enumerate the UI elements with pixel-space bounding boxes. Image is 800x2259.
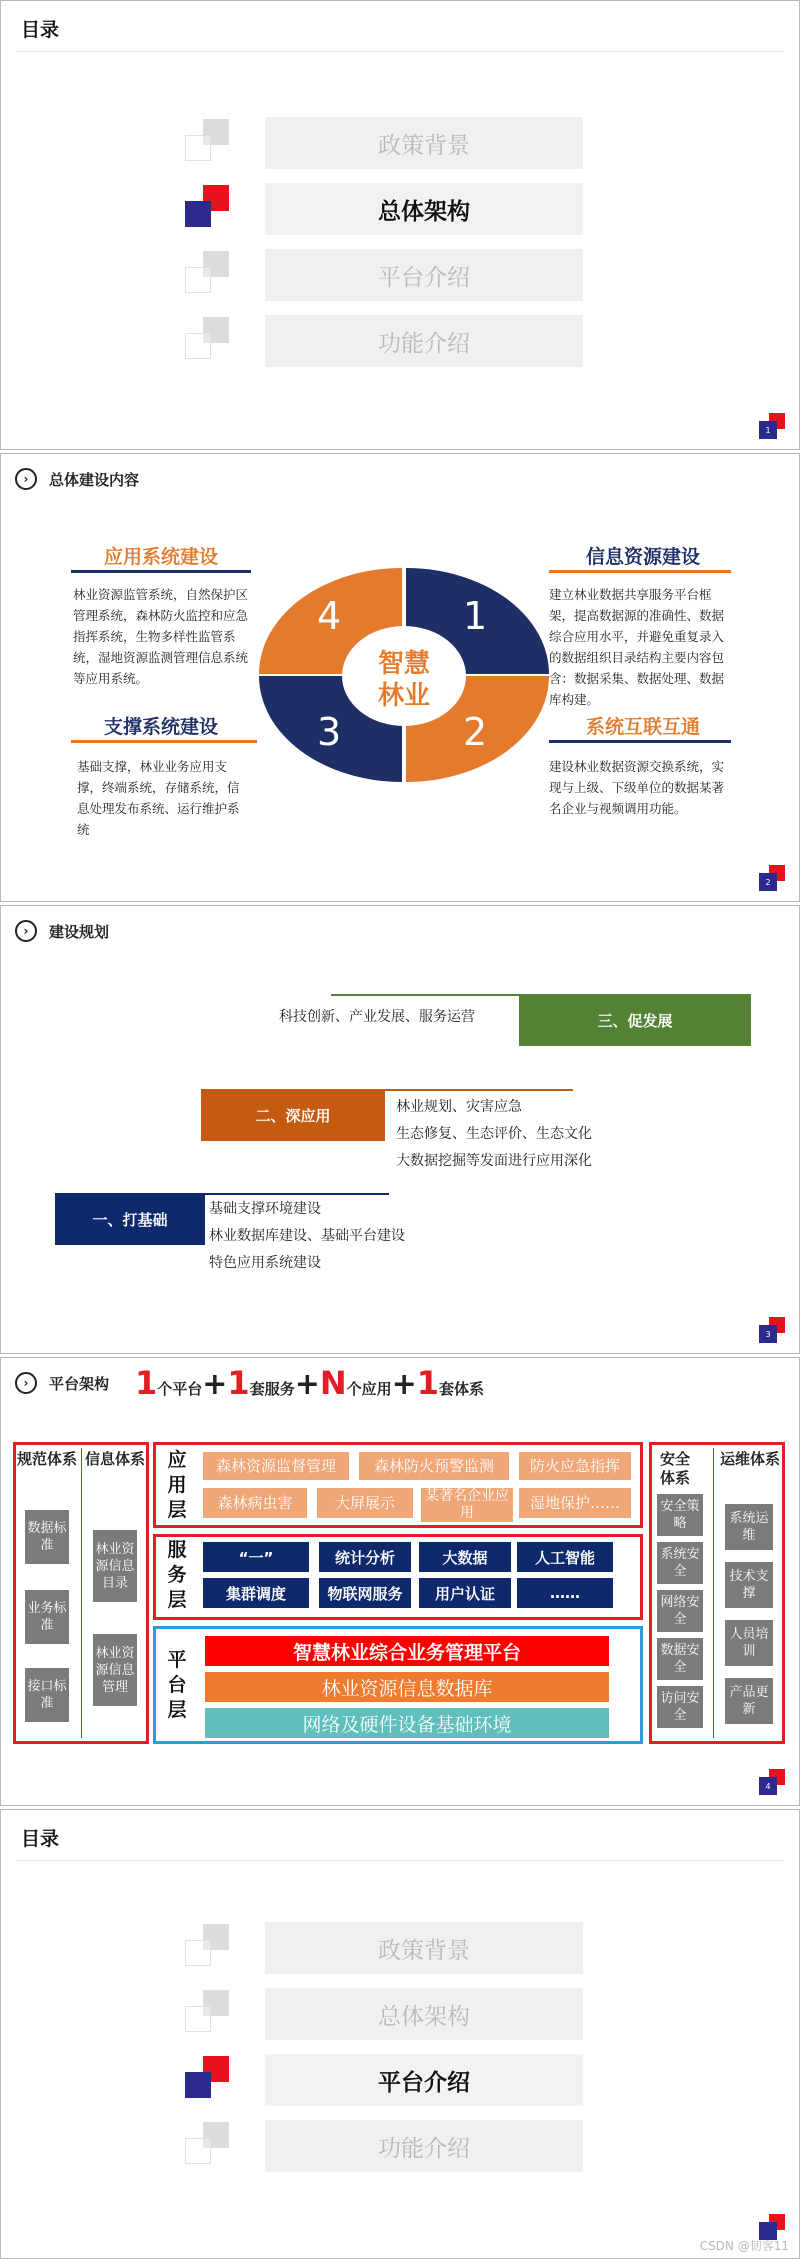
title-divider [16, 1860, 784, 1861]
info-resource-title: 信息资源建设 [585, 546, 700, 568]
spec-header: 规范体系 [17, 1450, 78, 1468]
service-item: “一” [203, 1542, 309, 1572]
security-header: 安全体系 [659, 1450, 690, 1487]
app-layer-title: 应用层 [167, 1449, 187, 1521]
step1-text: 基础支撑环境建设 林业数据库建设、基础平台建设 特色应用系统建设 [209, 1201, 405, 1271]
chevron-right-icon: › [15, 1372, 37, 1394]
toc-bullet-icon [181, 1922, 231, 1974]
section-title: 建设规划 [49, 922, 110, 941]
service-item: 集群调度 [203, 1578, 309, 1608]
toc-bullet-icon [181, 2120, 231, 2172]
security-item: 数据安全 [657, 1638, 703, 1680]
slide-title: 目录 [21, 1828, 60, 1850]
toc-bullet-active-icon [181, 183, 231, 235]
underline [71, 740, 257, 743]
ops-item: 技术支撑 [725, 1562, 773, 1608]
toc-label: 平台介绍 [265, 2054, 583, 2106]
toc-bullet-icon [181, 315, 231, 367]
info-item: 林业资源信息目录 [93, 1530, 137, 1602]
slide-construction-plan [0, 905, 800, 1354]
toc-label: 总体架构 [265, 1988, 583, 2040]
interconnect-text: 建设林业数据资源交换系统，实现与上级、下级单位的数据某著名企业与视频调用功能。 [549, 759, 725, 816]
quadrant-number-3: 3 [317, 710, 342, 754]
page-number-badge: 1 [759, 413, 785, 439]
platform-layer-title: 平台层 [167, 1649, 187, 1721]
headline: 1 个平台 + 1 套服务 + N 个应用 + 1 套体系 [135, 1364, 485, 1402]
toc-bullet-active-icon [181, 2054, 231, 2106]
service-layer-title: 服务层 [167, 1539, 187, 1611]
step3-text: 科技创新、产业发展、服务运营 [279, 1009, 475, 1025]
toc-label: 功能介绍 [265, 315, 583, 367]
right-divider [713, 1448, 714, 1738]
toc-label: 平台介绍 [265, 249, 583, 301]
service-item: 大数据 [419, 1542, 511, 1572]
page-number-badge: 3 [759, 1317, 785, 1343]
chevron-right-icon: › [15, 920, 37, 942]
toc-bullet-icon [181, 117, 231, 169]
platform-item: 林业资源信息数据库 [205, 1672, 609, 1702]
slide-toc-2 [0, 1809, 800, 2259]
ops-header: 运维体系 [719, 1450, 780, 1468]
app-item: 防火应急指挥 [519, 1452, 631, 1480]
step2-bar: 二、深应用 [201, 1089, 385, 1141]
toc-label: 政策背景 [265, 117, 583, 169]
info-resource-text: 建立林业数据共享服务平台框架，提高数据源的准确性、数据综合应用水平，并避免重复录入的数据组织目录结构主要内容包含：数据采集、数据处理、数据库构建。 [549, 587, 725, 707]
step1-bar: 一、打基础 [55, 1193, 205, 1245]
page-number-badge: 2 [759, 865, 785, 891]
ops-item: 产品更新 [725, 1678, 773, 1724]
platform-item: 网络及硬件设备基础环境 [205, 1708, 609, 1738]
underline [71, 570, 251, 573]
ops-item: 人员培训 [725, 1620, 773, 1666]
app-item: 某著名企业应用 [421, 1488, 513, 1522]
app-system-text: 林业资源监管系统，自然保护区管理系统，森林防火监控和应急指挥系统，生物多样性监管系统，湿地资源监测管理信息系统等应用系统。 [73, 587, 249, 686]
spec-item: 接口标准 [25, 1668, 69, 1722]
spec-item: 数据标准 [25, 1510, 69, 1564]
title-divider [16, 51, 784, 52]
center-label: 智慧林业 [377, 649, 430, 711]
underline [549, 740, 731, 743]
security-item: 系统安全 [657, 1542, 703, 1584]
app-item: 森林病虫害 [203, 1488, 307, 1518]
left-divider [81, 1448, 82, 1738]
security-item: 访问安全 [657, 1686, 703, 1728]
watermark: CSDN @韧客11 [699, 2239, 789, 2253]
slide-overall-construction [0, 453, 800, 902]
app-item: 森林资源监督管理 [203, 1452, 349, 1480]
toc-label: 总体架构 [265, 183, 583, 235]
section-header [15, 468, 139, 490]
slide-toc-1 [0, 0, 800, 450]
quadrant-number-4: 4 [317, 594, 342, 638]
app-item: 大屏展示 [317, 1488, 413, 1518]
quadrant-number-2: 2 [463, 710, 488, 754]
app-system-title: 应用系统建设 [103, 546, 218, 568]
page-number-badge: 4 [759, 1769, 785, 1795]
toc-label: 政策背景 [265, 1922, 583, 1974]
service-item: 人工智能 [517, 1542, 613, 1572]
step2-text: 林业规划、灾害应急 生态修复、生态评价、生态文化 大数据挖掘等发面进行应用深化 [396, 1099, 592, 1169]
platform-item: 智慧林业综合业务管理平台 [205, 1636, 609, 1666]
slide-title: 目录 [21, 19, 60, 41]
section-header [15, 1372, 109, 1394]
support-system-text: 基础支撑，林业业务应用支撑，终端系统，存储系统，信息处理发布系统、运行维护系统 [77, 759, 240, 837]
service-item: …… [517, 1578, 613, 1608]
spec-item: 业务标准 [25, 1590, 69, 1644]
slide-platform-architecture [0, 1357, 800, 1806]
toc-label: 功能介绍 [265, 2120, 583, 2172]
toc-bullet-icon [181, 1988, 231, 2040]
service-item: 用户认证 [419, 1578, 511, 1608]
interconnect-title: 系统互联互通 [585, 716, 700, 738]
section-title: 总体建设内容 [49, 470, 140, 489]
app-item: 森林防火预警监测 [359, 1452, 509, 1480]
quadrant-number-1: 1 [463, 594, 488, 638]
app-item: 湿地保护…… [519, 1488, 631, 1518]
support-system-title: 支撑系统建设 [103, 716, 218, 738]
service-item: 物联网服务 [319, 1578, 411, 1608]
chevron-right-icon: › [15, 468, 37, 490]
step3-bar: 三、促发展 [519, 994, 751, 1046]
section-header [15, 920, 109, 942]
info-header: 信息体系 [85, 1450, 146, 1468]
info-item: 林业资源信息管理 [93, 1634, 137, 1706]
section-title: 平台架构 [49, 1374, 110, 1393]
ops-item: 系统运维 [725, 1504, 773, 1550]
security-item: 网络安全 [657, 1590, 703, 1632]
underline [549, 570, 731, 573]
toc-bullet-icon [181, 249, 231, 301]
security-item: 安全策略 [657, 1494, 703, 1536]
service-item: 统计分析 [319, 1542, 411, 1572]
